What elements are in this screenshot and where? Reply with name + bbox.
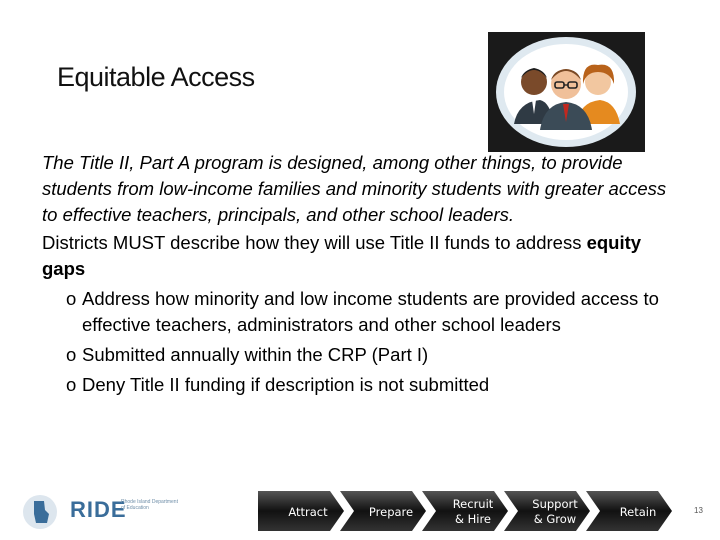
- rhode-island-map-icon: [22, 494, 58, 530]
- bullet-marker: o: [66, 374, 77, 395]
- step-label: Support: [532, 497, 578, 511]
- bullet-text: Submitted annually within the CRP (Part I): [82, 344, 429, 365]
- slide-body: [42, 150, 682, 398]
- logo-subtext: Rhode Island Department of Education: [121, 499, 178, 511]
- bullet-text: Deny Title II funding if description is not submitted: [82, 374, 490, 395]
- page-number: 13: [694, 506, 703, 515]
- people-group-icon: [488, 32, 645, 152]
- bullet-item: [42, 342, 682, 368]
- step-label: Recruit: [452, 497, 494, 511]
- step-prepare: [340, 491, 426, 531]
- bullet-text: Address how minority and low income students are provided access to effective teachers, administrators and other school leaders: [82, 288, 659, 335]
- step-label: Retain: [619, 505, 657, 519]
- step-recruit-hire: [422, 491, 508, 531]
- bullet-item: [42, 286, 682, 338]
- step-label-line2: & Hire: [454, 512, 492, 526]
- step-support-grow: [504, 491, 590, 531]
- paragraph-districts-must: [42, 230, 682, 282]
- logo-wordmark: RIDE: [70, 497, 127, 522]
- paragraph-districts-text: Districts MUST describe how they will use Title II funds to address: [42, 232, 587, 253]
- paragraph-program-description: The Title II, Part A program is designed, among other things, to provide students from low-income families and minority students with greater access to effective teachers, principals, and other school leaders.: [42, 152, 667, 225]
- step-label: Attract: [288, 505, 328, 519]
- bullet-marker: o: [66, 344, 77, 365]
- step-label-line2: & Grow: [533, 512, 577, 526]
- talent-pipeline-steps: [258, 491, 678, 531]
- step-retain: [586, 491, 672, 531]
- ride-logo: [22, 494, 178, 530]
- bullet-item: [42, 372, 682, 398]
- step-attract: [258, 491, 344, 531]
- step-label: Prepare: [368, 505, 414, 519]
- bullet-marker: o: [66, 288, 77, 309]
- equity-gaps-emphasis: equity gaps: [42, 232, 642, 279]
- slide-title: Equitable Access: [57, 62, 255, 92]
